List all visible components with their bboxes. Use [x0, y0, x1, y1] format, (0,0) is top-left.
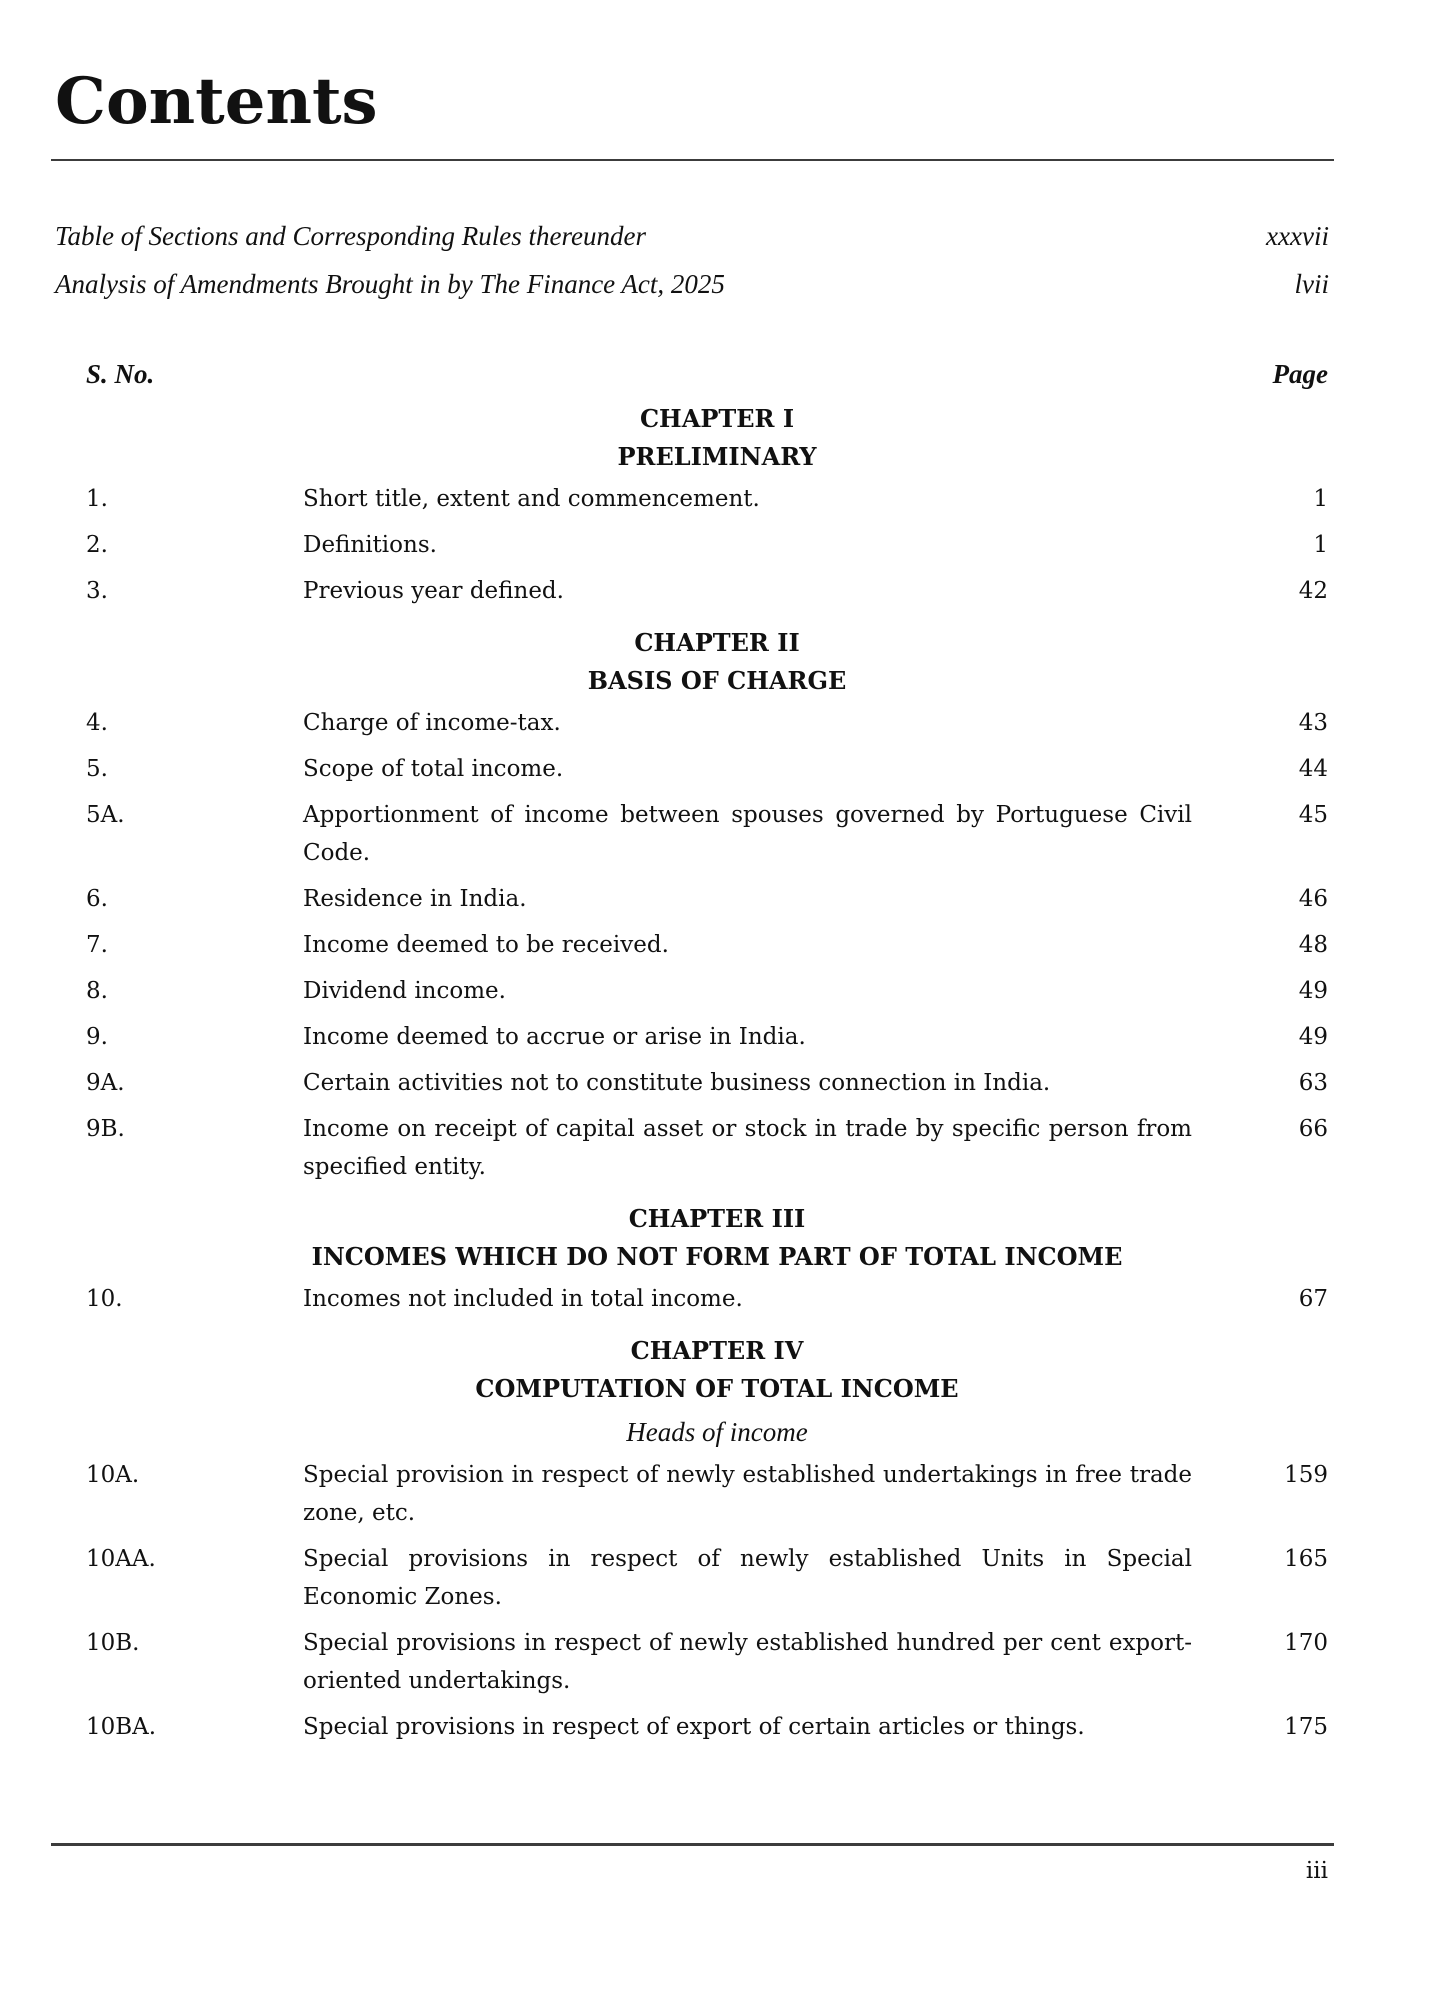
chapter-heading: INCOMES WHICH DO NOT FORM PART OF TOTAL INCOME: [311, 1242, 1123, 1271]
toc-entry[interactable]: [86, 1110, 1328, 1186]
section-title: Income deemed to accrue or arise in India.: [303, 1024, 806, 1050]
section-title: Income on receipt of capital asset or stock in trade by specific person from specified entity.: [303, 1116, 1192, 1180]
toc-entry[interactable]: [86, 526, 1328, 564]
section-page: 44: [1298, 756, 1328, 782]
front-matter-page: lvii: [1294, 269, 1329, 299]
section-number: 8.: [86, 978, 108, 1004]
section-number: 9B.: [86, 1116, 125, 1142]
section-title: Income deemed to be received.: [303, 932, 669, 958]
section-page: 63: [1298, 1070, 1328, 1096]
toc-entry[interactable]: [86, 1540, 1328, 1616]
toc-entry[interactable]: [86, 480, 1328, 518]
section-page: 159: [1284, 1462, 1328, 1488]
chapter-heading: PRELIMINARY: [617, 442, 817, 471]
section-title: Special provisions in respect of export of certain articles or things.: [303, 1714, 1085, 1740]
front-matter-list: [55, 212, 1329, 308]
section-number: 9A.: [86, 1070, 125, 1096]
page-number: iii: [1305, 1858, 1328, 1884]
section-number: 5A.: [86, 802, 125, 828]
section-title: Residence in India.: [303, 886, 527, 912]
front-matter-label: Table of Sections and Corresponding Rules thereunder: [55, 221, 646, 251]
toc-entry[interactable]: [86, 704, 1328, 742]
sno-column-header: S. No.: [86, 359, 155, 389]
section-page: 66: [1298, 1116, 1328, 1142]
section-title: Certain activities not to constitute business connection in India.: [303, 1070, 1051, 1096]
section-page: 67: [1298, 1286, 1328, 1312]
toc-entry[interactable]: [86, 880, 1328, 918]
section-page: 43: [1298, 710, 1328, 736]
section-page: 49: [1298, 978, 1328, 1004]
section-page: 165: [1284, 1546, 1328, 1572]
footer-rule: [51, 1843, 1334, 1846]
section-page: 1: [1313, 532, 1328, 558]
front-matter-item[interactable]: [55, 212, 1329, 260]
section-page: 175: [1284, 1714, 1328, 1740]
toc-entry[interactable]: [86, 1280, 1328, 1318]
toc-entry[interactable]: [86, 972, 1328, 1010]
toc-entry[interactable]: [86, 926, 1328, 964]
section-title: Scope of total income.: [303, 756, 564, 782]
section-page: 45: [1298, 802, 1328, 828]
section-title: Short title, extent and commencement.: [303, 486, 760, 512]
page-column-header: Page: [1272, 359, 1328, 389]
chapter-number: CHAPTER I: [639, 404, 795, 433]
section-title: Special provisions in respect of newly established Units in Special Economic Zones.: [303, 1546, 1192, 1610]
section-number: 4.: [86, 710, 108, 736]
section-title: Dividend income.: [303, 978, 506, 1004]
section-page: 42: [1298, 578, 1328, 604]
section-number: 5.: [86, 756, 108, 782]
column-headers: [86, 356, 1328, 392]
front-matter-label: Analysis of Amendments Brought in by The Finance Act, 2025: [55, 269, 725, 299]
toc-entry[interactable]: [86, 1018, 1328, 1056]
section-number: 10A.: [86, 1462, 140, 1488]
section-title: Definitions.: [303, 532, 437, 558]
chapter-heading: BASIS OF CHARGE: [587, 666, 847, 695]
section-title: Apportionment of income between spouses governed by Portuguese Civil Code.: [303, 802, 1192, 866]
front-matter-item[interactable]: [55, 260, 1329, 308]
section-title: Incomes not included in total income.: [303, 1286, 743, 1312]
toc-entry[interactable]: [86, 750, 1328, 788]
section-page: 48: [1298, 932, 1328, 958]
section-page: 46: [1298, 886, 1328, 912]
section-number: 3.: [86, 578, 108, 604]
section-title: Charge of income-tax.: [303, 710, 561, 736]
section-number: 10.: [86, 1286, 123, 1312]
section-page: 170: [1284, 1630, 1328, 1656]
front-matter-page: xxxvii: [1266, 221, 1329, 251]
section-number: 10B.: [86, 1630, 140, 1656]
section-title: Previous year defined.: [303, 578, 564, 604]
section-number: 7.: [86, 932, 108, 958]
toc-entry[interactable]: [86, 796, 1328, 872]
section-number: 2.: [86, 532, 108, 558]
chapter-subheading: Heads of income: [626, 1417, 808, 1447]
chapter-number: CHAPTER IV: [630, 1336, 804, 1365]
toc-entry[interactable]: [86, 1456, 1328, 1532]
chapter-number: CHAPTER II: [634, 628, 800, 657]
section-number: 9.: [86, 1024, 108, 1050]
section-title: Special provisions in respect of newly established hundred per cent export-oriented undertakings.: [303, 1630, 1192, 1694]
header-rule: [51, 159, 1334, 161]
section-number: 10AA.: [86, 1546, 156, 1572]
section-page: 49: [1298, 1024, 1328, 1050]
section-number: 10BA.: [86, 1714, 157, 1740]
page-title: Contents: [55, 64, 378, 139]
section-number: 6.: [86, 886, 108, 912]
toc-entry[interactable]: [86, 1708, 1328, 1746]
toc-entry[interactable]: [86, 572, 1328, 610]
toc-entry[interactable]: [86, 1064, 1328, 1102]
toc-entry[interactable]: [86, 1624, 1328, 1700]
section-page: 1: [1313, 486, 1328, 512]
chapter-heading: COMPUTATION OF TOTAL INCOME: [475, 1374, 959, 1403]
table-of-contents: [86, 400, 1328, 1754]
section-title: Special provision in respect of newly established undertakings in free trade zone, etc.: [303, 1462, 1192, 1526]
chapter-number: CHAPTER III: [628, 1204, 806, 1233]
section-number: 1.: [86, 486, 108, 512]
